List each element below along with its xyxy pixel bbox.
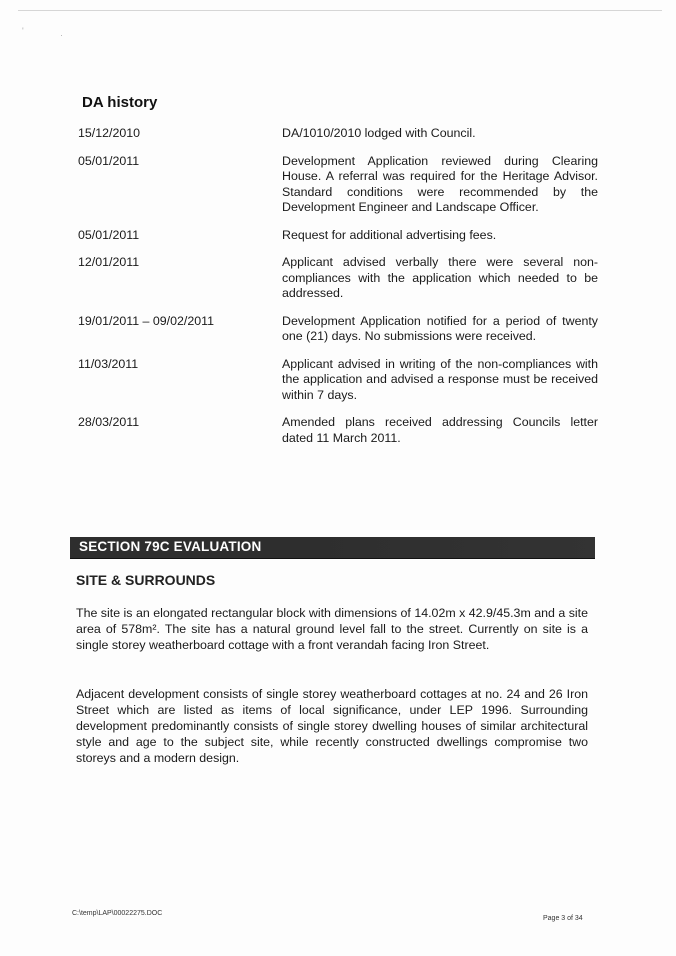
- history-entry: [78, 126, 598, 142]
- site-surrounds-heading: SITE & SURROUNDS: [76, 572, 216, 588]
- history-description: Request for additional advertising fees.: [282, 227, 497, 242]
- scan-speck: ·: [60, 30, 63, 40]
- footer-file-path: C:\temp\LAP\00022275.DOC: [72, 910, 163, 917]
- history-date: 05/01/2011: [78, 153, 140, 168]
- history-date: 19/01/2011 – 09/02/2011: [78, 313, 214, 328]
- history-date: 05/01/2011: [78, 227, 140, 242]
- history-entry: [78, 415, 598, 446]
- history-date: 28/03/2011: [78, 415, 140, 429]
- history-entry: [78, 228, 598, 244]
- top-rule: [18, 10, 662, 11]
- history-description: Applicant advised verbally there were several non-compliances with the application which needed to be addressed.: [282, 255, 598, 300]
- history-description: Applicant advised in writing of the non-compliances with the application and advised a response must be received within 7 days.: [282, 356, 598, 402]
- section-79c-heading-bar: [70, 537, 595, 559]
- history-description: Amended plans received addressing Councils letter dated 11 March 2011.: [282, 415, 598, 445]
- history-description: Development Application reviewed during Clearing House. A referral was required for the Heritage Advisor. Standard conditions were recommended by the Development Engineer and Landscape Officer.: [282, 153, 598, 214]
- da-history-title: DA history: [82, 94, 158, 111]
- history-entry: [78, 314, 598, 345]
- history-description: Development Application notified for a period of twenty one (21) days. No submissions were received.: [282, 313, 598, 343]
- site-paragraph-1: The site is an elongated rectangular block with dimensions of 14.02m x 42.9/45.3m and a site area of 578m². The site has a natural ground level fall to the street. Currently on site is a single storey weatherboard cottage with a front verandah facing Iron Street.: [76, 606, 588, 652]
- da-history-table: [78, 126, 598, 458]
- section-79c-heading: SECTION 79C EVALUATION: [79, 539, 262, 554]
- history-date: 11/03/2011: [78, 356, 139, 371]
- scan-speck: ': [22, 26, 24, 36]
- history-date: 12/01/2011: [78, 255, 140, 269]
- history-entry: [78, 357, 598, 404]
- footer-page-number: Page 3 of 34: [543, 915, 583, 922]
- history-entry: [78, 255, 598, 302]
- history-date: 15/12/2010: [78, 126, 141, 140]
- history-entry: [78, 154, 598, 216]
- site-paragraph-2: Adjacent development consists of single storey weatherboard cottages at no. 24 and 26 Iron Street which are listed as items of local significance, under LEP 1996. Surrounding development predominantly consists of single storey dwelling houses of similar architectural style and age to the subject site, while recently constructed dwellings compromise two storeys and a modern design.: [76, 687, 588, 765]
- section-bar-shading: [300, 537, 595, 558]
- history-description: DA/1010/2010 lodged with Council.: [282, 126, 476, 140]
